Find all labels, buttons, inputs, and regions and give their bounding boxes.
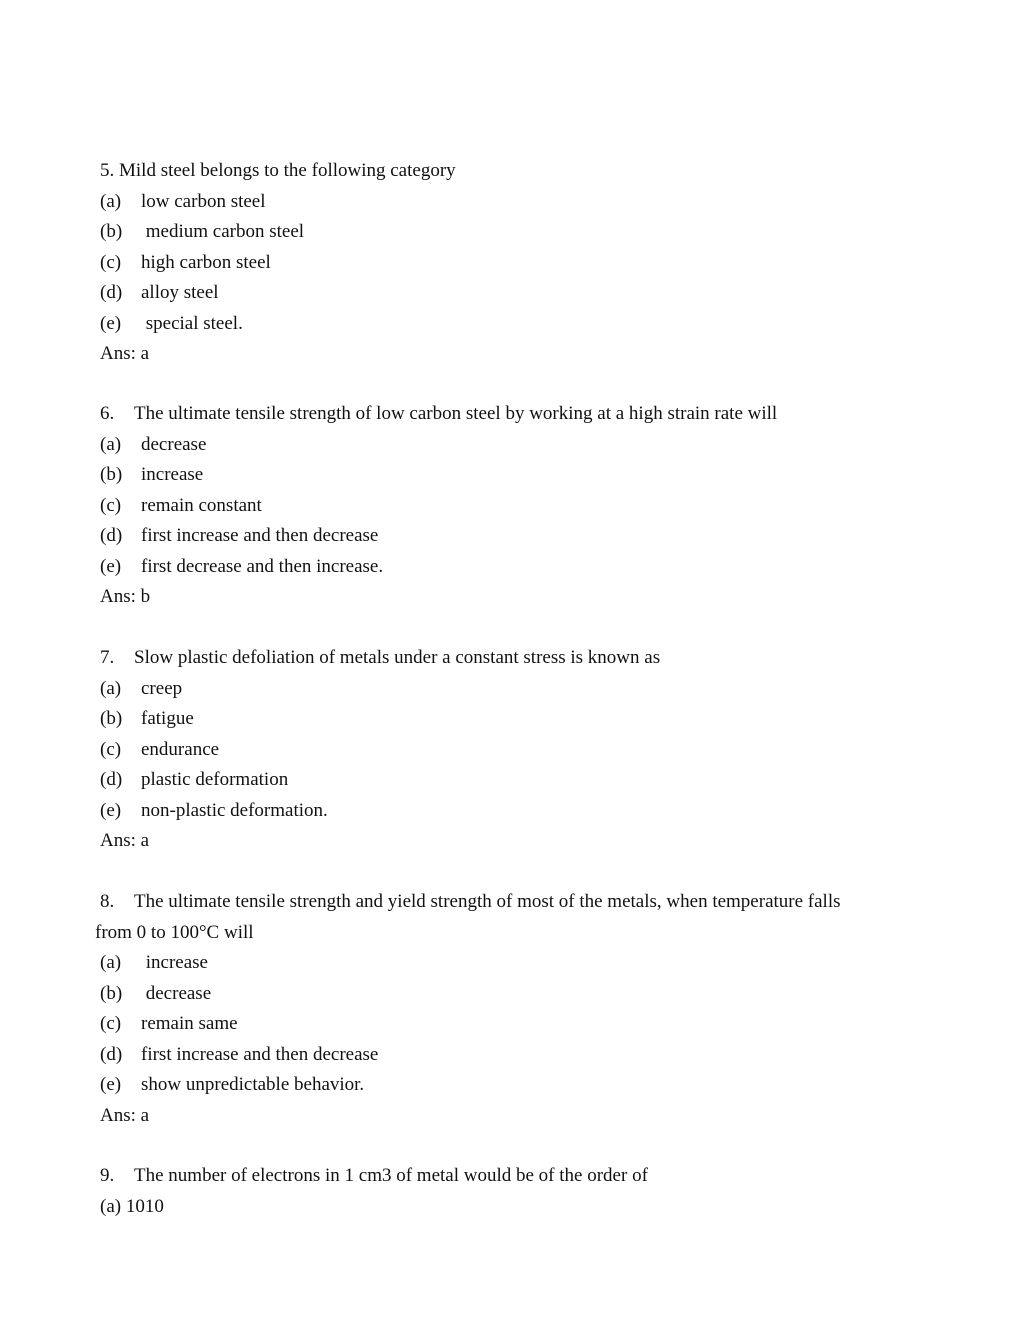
- option: (a) low carbon steel: [100, 190, 266, 212]
- option: (e) show unpredictable behavior.: [100, 1074, 365, 1095]
- question-number: 6.: [100, 403, 115, 424]
- option: (e) first decrease and then increase.: [100, 555, 384, 577]
- question-text: Slow plastic defoliation of metals under a constant stress is known as: [134, 647, 661, 668]
- question-6: [100, 399, 920, 613]
- option: (c) remain same: [100, 1013, 238, 1034]
- question-text: The number of electrons in 1 cm3 of metal would be of the order of: [134, 1165, 648, 1186]
- option: (b) increase: [100, 464, 204, 485]
- option: (b) medium carbon steel: [100, 221, 305, 242]
- question-text: Mild steel belongs to the following category: [119, 160, 456, 181]
- answer: Ans: a: [100, 830, 150, 851]
- option: (e) special steel.: [100, 312, 243, 334]
- option: (d) first increase and then decrease: [100, 525, 379, 546]
- question-number: 9.: [100, 1165, 115, 1186]
- option: (a) 1010: [100, 1195, 164, 1217]
- answer: Ans: a: [100, 343, 150, 364]
- question-5: [100, 156, 920, 370]
- option: (d) plastic deformation: [100, 769, 289, 790]
- question-8: [95, 887, 920, 1131]
- question-7: [100, 643, 920, 857]
- option: (c) remain constant: [100, 494, 262, 516]
- option: (b) fatigue: [100, 708, 194, 729]
- option: (d) alloy steel: [100, 282, 219, 303]
- answer: Ans: a: [100, 1104, 150, 1126]
- answer: Ans: b: [100, 586, 151, 607]
- question-number: 8.: [100, 891, 115, 912]
- option: (a) decrease: [100, 433, 207, 455]
- question-text: The ultimate tensile strength of low carbon steel by working at a high strain rate will: [134, 403, 778, 424]
- question-9: [100, 1161, 920, 1222]
- option: (a) creep: [100, 677, 183, 699]
- option: (e) non-plastic deformation.: [100, 799, 328, 821]
- question-number: 7.: [100, 647, 115, 668]
- option: (d) first increase and then decrease: [100, 1043, 379, 1065]
- question-number: 5.: [100, 160, 115, 181]
- option: (b) decrease: [100, 982, 212, 1004]
- option: (c) high carbon steel: [100, 251, 271, 273]
- question-text-continued: from 0 to 100°C will: [95, 921, 254, 943]
- option: (c) endurance: [100, 738, 220, 760]
- question-text: The ultimate tensile strength and yield strength of most of the metals, when temperature falls: [134, 891, 841, 912]
- option: (a) increase: [100, 952, 208, 973]
